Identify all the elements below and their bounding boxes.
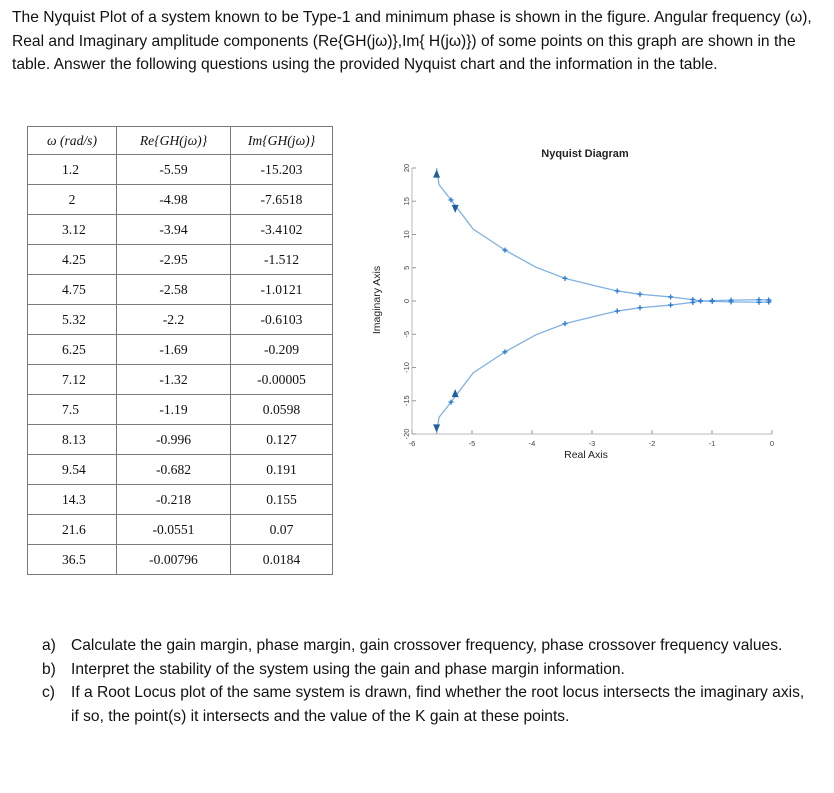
cell-imag: 0.127: [231, 425, 333, 455]
data-point-marker: [698, 298, 703, 303]
cell-real: -4.98: [117, 185, 231, 215]
data-point-marker: [563, 321, 568, 326]
y-tick-label: 5: [402, 265, 411, 270]
chart-title: Nyquist Diagram: [541, 148, 629, 160]
table-row: [28, 425, 333, 455]
cell-imag: -3.4102: [231, 215, 333, 245]
data-point-marker: [638, 305, 643, 310]
table-row: [28, 515, 333, 545]
data-point-marker: [638, 292, 643, 297]
table-row: [28, 215, 333, 245]
table-row: [28, 335, 333, 365]
header-omega: ω (rad/s): [28, 127, 117, 155]
cell-real: -2.95: [117, 245, 231, 275]
table-row: [28, 545, 333, 575]
x-tick-label: -2: [648, 439, 656, 448]
cell-real: -1.32: [117, 365, 231, 395]
cell-omega: 9.54: [28, 455, 117, 485]
y-tick-label: -20: [402, 428, 411, 440]
table-row: [28, 155, 333, 185]
cell-omega: 4.75: [28, 275, 117, 305]
cell-real: -0.218: [117, 485, 231, 515]
cell-imag: -1.512: [231, 245, 333, 275]
frequency-response-table: [27, 126, 333, 575]
header-real: Re{GH(jω)}: [117, 127, 231, 155]
cell-real: -1.19: [117, 395, 231, 425]
question-label: c): [42, 684, 55, 701]
question-label: b): [42, 660, 56, 678]
cell-imag: 0.155: [231, 485, 333, 515]
y-tick-label: 0: [402, 298, 411, 304]
cell-imag: -0.00005: [231, 365, 333, 395]
cell-omega: 14.3: [28, 485, 117, 515]
cell-real: -5.59: [117, 155, 231, 185]
cell-real: -3.94: [117, 215, 231, 245]
table-row: [28, 455, 333, 485]
cell-real: -0.996: [117, 425, 231, 455]
cell-omega: 4.25: [28, 245, 117, 275]
cell-imag: -7.6518: [231, 185, 333, 215]
nyquist-curve-negative: [437, 168, 772, 302]
cell-omega: 36.5: [28, 545, 117, 575]
cell-imag: -0.6103: [231, 305, 333, 335]
cell-imag: -15.203: [231, 155, 333, 185]
cell-real: -0.00796: [117, 545, 231, 575]
cell-real: -0.682: [117, 455, 231, 485]
table-row: [28, 365, 333, 395]
cell-omega: 7.12: [28, 365, 117, 395]
cell-real: -2.2: [117, 305, 231, 335]
questions-list: [42, 634, 812, 728]
table-header-row: [28, 127, 333, 155]
cell-omega: 21.6: [28, 515, 117, 545]
data-point-marker: [756, 300, 761, 305]
data-point-marker: [690, 297, 695, 302]
cell-omega: 7.5: [28, 395, 117, 425]
cell-real: -2.58: [117, 275, 231, 305]
x-tick-label: -3: [588, 439, 596, 448]
x-axis-label: Real Axis: [564, 449, 608, 461]
header-imag: Im{GH(jω)}: [231, 127, 333, 155]
x-tick-label: -5: [468, 439, 476, 448]
y-tick-label: 20: [402, 163, 411, 173]
nyquist-chart: [360, 140, 780, 480]
y-tick-label: -15: [402, 395, 411, 407]
cell-omega: 5.32: [28, 305, 117, 335]
y-tick-label: -10: [402, 362, 411, 373]
cell-omega: 1.2: [28, 155, 117, 185]
cell-omega: 6.25: [28, 335, 117, 365]
cell-imag: 0.07: [231, 515, 333, 545]
cell-imag: 0.191: [231, 455, 333, 485]
direction-arrow-icon: [433, 424, 440, 432]
question-text: Calculate the gain margin, phase margin, gain crossover frequency, phase crossover frequency values.: [71, 637, 783, 654]
data-point-marker: [668, 303, 673, 308]
question-text: If a Root Locus plot of the same system is drawn, find whether the root locus intersects the imaginary axis, if so, the point(s) it intersects and the value of the K gain at these points.: [71, 684, 805, 725]
cell-imag: -0.209: [231, 335, 333, 365]
cell-real: -1.69: [117, 335, 231, 365]
cell-real: -0.0551: [117, 515, 231, 545]
y-axis-label: Imaginary Axis: [371, 265, 383, 335]
data-point-marker: [668, 294, 673, 299]
question-label: a): [42, 637, 56, 654]
table-row: [28, 485, 333, 515]
x-tick-label: -1: [708, 439, 716, 448]
table-row: [28, 275, 333, 305]
cell-omega: 2: [28, 185, 117, 215]
y-tick-label: -5: [402, 330, 411, 338]
y-tick-label: 10: [402, 230, 411, 239]
x-tick-label: 0: [769, 439, 775, 448]
cell-imag: 0.0184: [231, 545, 333, 575]
problem-statement: The Nyquist Plot of a system known to be Type-1 and minimum phase is shown in the figure. Angular frequency (ω), Real and Imaginary amplitude components (Re{GH(jω)},Im{ H(jω)}) of some points on this graph are shown in the table. Answer the following questions using the provided Nyquist chart and the information in the table.: [12, 9, 812, 73]
x-tick-label: -6: [408, 439, 416, 448]
cell-omega: 3.12: [28, 215, 117, 245]
table-row: [28, 305, 333, 335]
nyquist-curve-positive: [437, 300, 772, 434]
cell-imag: -1.0121: [231, 275, 333, 305]
direction-arrow-icon: [433, 170, 440, 178]
data-point-marker: [710, 299, 715, 304]
table-row: [28, 395, 333, 425]
y-tick-label: 15: [402, 197, 411, 206]
table-row: [28, 185, 333, 215]
x-tick-label: -4: [528, 439, 536, 448]
cell-imag: 0.0598: [231, 395, 333, 425]
data-point-marker: [563, 276, 568, 281]
data-point-marker: [615, 288, 620, 293]
question-text: Interpret the stability of the system using the gain and phase margin information.: [71, 660, 625, 678]
data-point-marker: [615, 309, 620, 314]
question-c: [42, 681, 812, 728]
question-a: [42, 634, 812, 658]
question-b: [42, 658, 812, 682]
cell-omega: 8.13: [28, 425, 117, 455]
table-row: [28, 245, 333, 275]
